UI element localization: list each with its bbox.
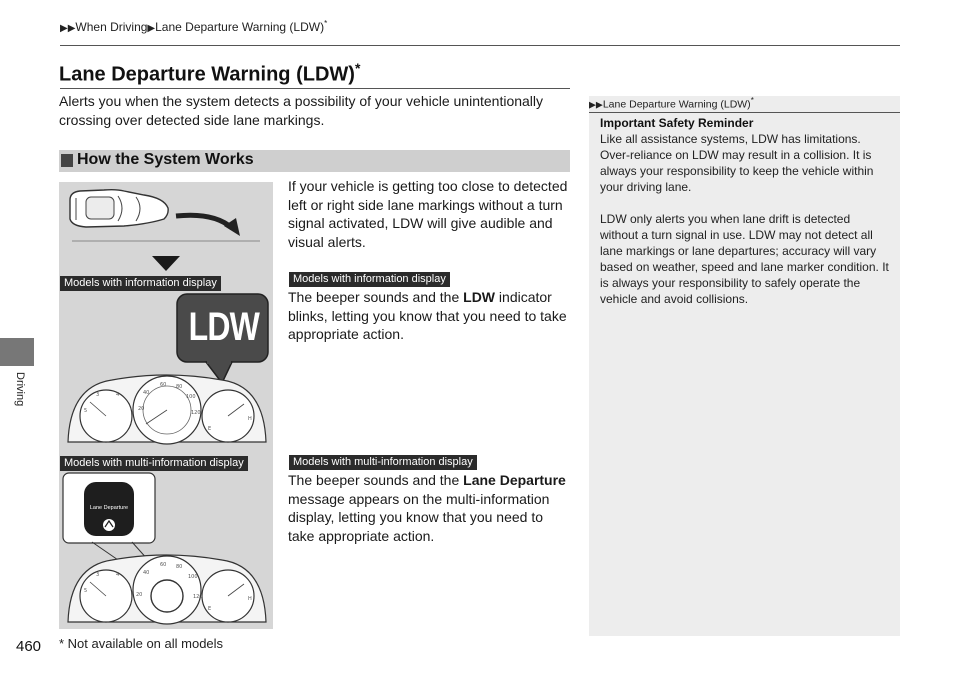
svg-text:100: 100 xyxy=(186,394,196,400)
svg-text:120: 120 xyxy=(191,410,201,416)
svg-text:4: 4 xyxy=(116,392,120,398)
svg-text:H: H xyxy=(248,416,252,422)
svg-text:5: 5 xyxy=(84,408,88,414)
arrow-icon: ▶ xyxy=(147,23,156,34)
page-title-text: Lane Departure Warning (LDW) xyxy=(59,63,355,86)
lane-departure-message: Lane Departure xyxy=(89,505,129,511)
svg-text:E: E xyxy=(208,606,212,612)
svg-text:3: 3 xyxy=(96,392,100,398)
sidebar-reference-text: Lane Departure Warning (LDW) xyxy=(602,98,751,111)
breadcrumb xyxy=(60,19,327,34)
breadcrumb-star: * xyxy=(324,19,328,28)
gauge-cluster-info-display xyxy=(66,372,268,444)
svg-text:E: E xyxy=(208,426,212,432)
breadcrumb-item-ldw[interactable]: Lane Departure Warning (LDW) xyxy=(155,20,325,34)
car-lane-drift-illustration xyxy=(64,186,270,246)
gauge-cluster-multi-info-display xyxy=(66,552,268,624)
section-paragraph: If your vehicle is getting too close to detected left or right side lane markings without a turn signal activated, LDW will give audible and visual alerts. xyxy=(288,178,568,251)
info-text-part: The beeper sounds and the xyxy=(288,289,464,305)
sidebar-reference[interactable] xyxy=(589,96,754,111)
info-text-part: indicator blinks, letting you know that you need to take appropriate action. xyxy=(288,289,567,343)
info-text-bold: LDW xyxy=(463,289,496,305)
sidebar-paragraph-1: Like all assistance systems, LDW has limitations. Over-reliance on LDW may result in a collision. It is always your responsibility to keep the vehicle within your driving lane. xyxy=(600,132,874,194)
svg-text:4: 4 xyxy=(116,572,120,578)
multi-info-display-text xyxy=(288,471,570,546)
svg-text:40: 40 xyxy=(143,390,150,396)
ldw-indicator-label: LDW xyxy=(188,305,260,349)
svg-text:20: 20 xyxy=(136,592,143,598)
title-rule xyxy=(60,88,570,89)
chapter-tab-label: Driving xyxy=(14,372,26,407)
page-number: 460 xyxy=(16,638,42,655)
info-display-text xyxy=(288,288,570,344)
svg-text:120: 120 xyxy=(193,594,203,600)
multi-text-part: message appears on the multi-information display, letting you know that you need to take appropriate action. xyxy=(288,490,550,545)
sidebar-reference-star: * xyxy=(750,96,754,105)
svg-text:60: 60 xyxy=(160,382,167,388)
page-title xyxy=(59,60,360,87)
tag-multi-info-display: Models with multi-information display xyxy=(289,455,477,470)
multi-text-part: The beeper sounds and the xyxy=(288,472,464,488)
header-rule xyxy=(60,45,900,46)
svg-text:100: 100 xyxy=(188,574,198,580)
intro-text: Alerts you when the system detects a possibility of your vehicle unintentionally crossing over detected side lane markings. xyxy=(59,93,544,128)
svg-text:80: 80 xyxy=(176,564,183,570)
svg-text:60: 60 xyxy=(160,562,167,568)
tag-info-display: Models with information display xyxy=(289,272,450,287)
double-arrow-icon: ▶▶ xyxy=(60,23,76,34)
footnote: * Not available on all models xyxy=(59,636,224,651)
svg-text:H: H xyxy=(248,596,252,602)
section-title: How the System Works xyxy=(77,151,254,168)
sidebar-heading: Important Safety Reminder xyxy=(600,116,754,130)
breadcrumb-item-when-driving[interactable]: When Driving xyxy=(75,20,148,34)
figure-tag-info-display: Models with information display xyxy=(60,276,221,291)
sidebar-rule xyxy=(589,112,900,113)
down-arrow-icon xyxy=(152,256,180,272)
svg-text:40: 40 xyxy=(143,570,150,576)
sidebar-paragraph-2: LDW only alerts you when lane drift is detected without a turn signal in use. LDW may not detect all lane markings or lane departures; accuracy will vary based on weather, speed and lane marker condition. It is always your responsibility to safely operate the vehicle and avoid collisions. xyxy=(600,212,889,306)
page-title-star: * xyxy=(354,60,361,76)
multi-text-bold: Lane Departure xyxy=(463,472,566,488)
chapter-tab[interactable] xyxy=(0,338,34,366)
svg-text:20: 20 xyxy=(138,406,145,412)
figure-tag-multi-info-display: Models with multi-information display xyxy=(60,456,248,471)
svg-text:3: 3 xyxy=(96,572,100,578)
double-arrow-icon: ▶▶ xyxy=(589,99,603,110)
svg-text:5: 5 xyxy=(84,588,88,594)
svg-text:80: 80 xyxy=(176,384,183,390)
section-square-icon xyxy=(61,154,73,167)
